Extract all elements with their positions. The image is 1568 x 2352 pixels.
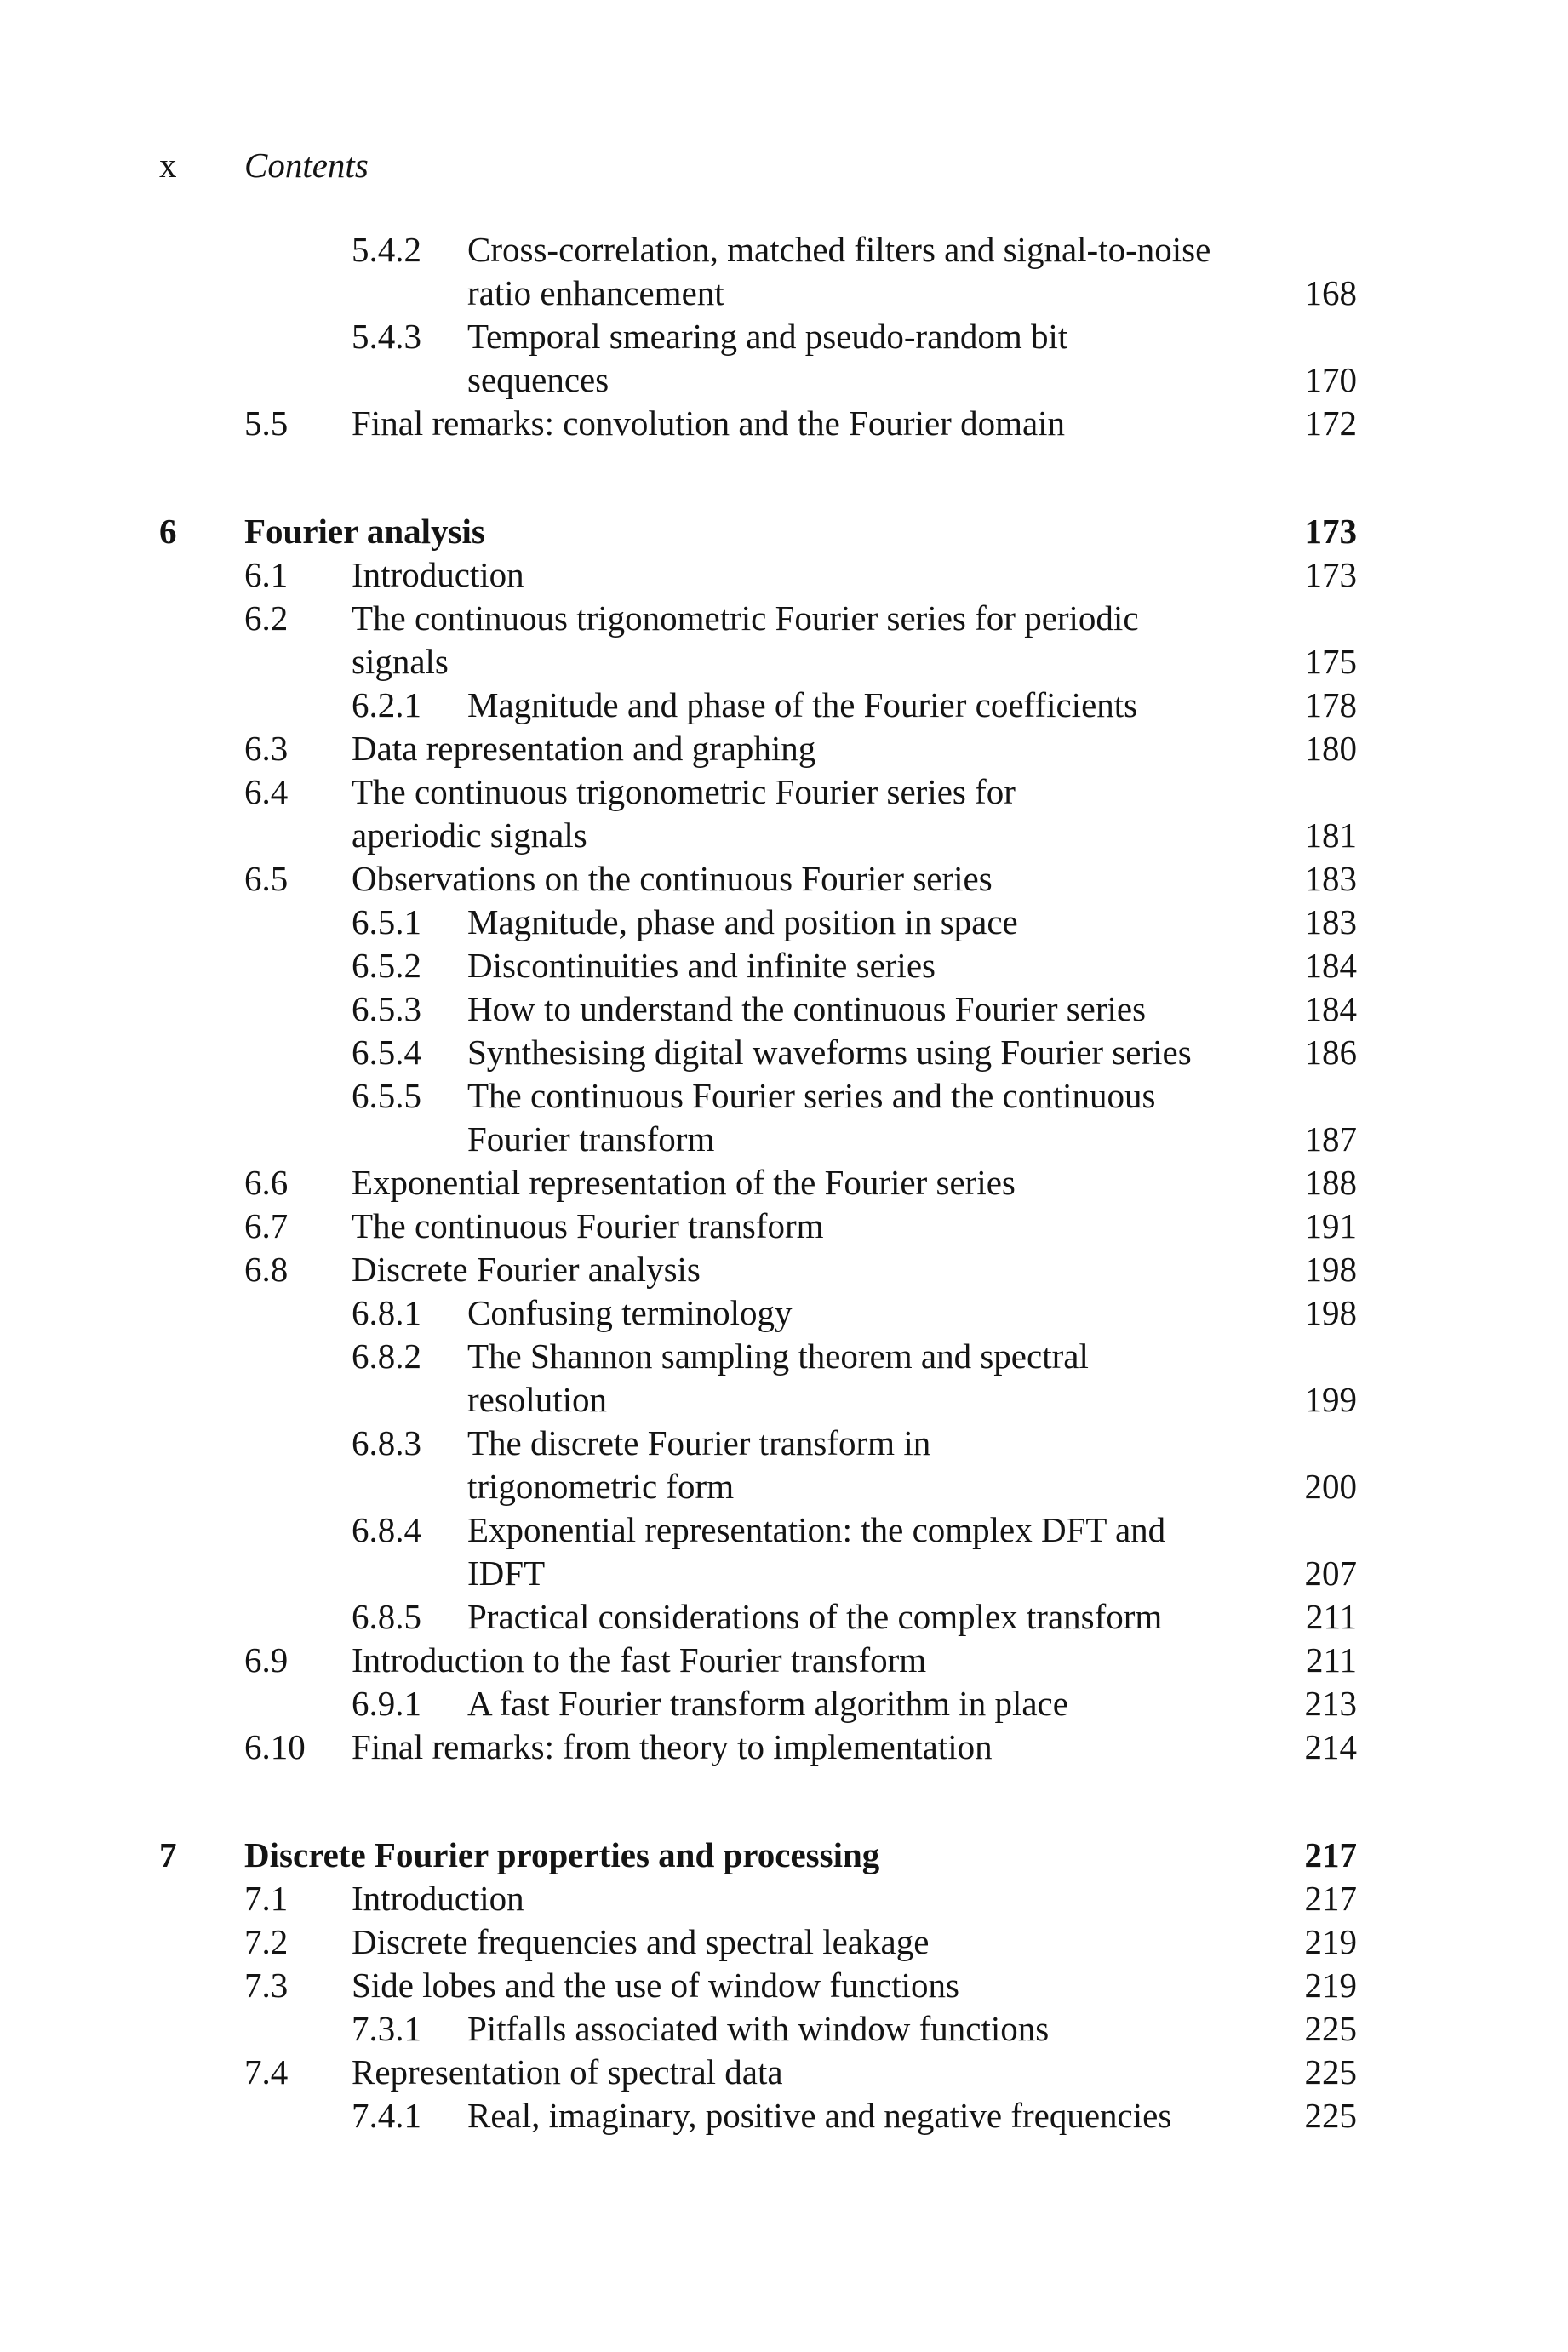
entry-number: 6.8.5 xyxy=(352,1597,421,1636)
entry-number: 6.5.4 xyxy=(352,1033,421,1072)
entry-page-number: 173 xyxy=(1304,555,1357,594)
entry-number: 7.3 xyxy=(244,1966,289,2005)
running-header xyxy=(0,144,1568,187)
entry-title: Synthesising digital waveforms using Fourier series xyxy=(467,1033,1192,1072)
toc-row xyxy=(0,2094,1568,2137)
entry-page-number: 181 xyxy=(1304,815,1357,855)
entry-page-number: 180 xyxy=(1304,729,1357,768)
entry-number: 6.5.3 xyxy=(352,989,421,1028)
entry-page-number: 173 xyxy=(1304,512,1357,551)
toc-row xyxy=(0,1378,1568,1422)
entry-page-number: 219 xyxy=(1304,1966,1357,2005)
entry-number: 5.4.3 xyxy=(352,317,421,356)
toc-row xyxy=(0,814,1568,857)
entry-number: 6.9.1 xyxy=(352,1684,421,1723)
entry-title: Data representation and graphing xyxy=(352,729,816,768)
entry-title: Exponential representation of the Fourier series xyxy=(352,1163,1016,1202)
entry-page-number: 187 xyxy=(1304,1119,1357,1159)
entry-page-number: 172 xyxy=(1304,403,1357,443)
toc-row xyxy=(0,1834,1568,1877)
toc-row xyxy=(0,1074,1568,1118)
entry-page-number: 213 xyxy=(1304,1684,1357,1723)
toc-row xyxy=(0,272,1568,315)
toc-row xyxy=(0,1118,1568,1161)
entry-page-number: 207 xyxy=(1304,1554,1357,1593)
toc-row xyxy=(0,1422,1568,1465)
entry-title: Fourier transform xyxy=(467,1119,715,1159)
entry-number: 7 xyxy=(159,1835,177,1874)
entry-title: Pitfalls associated with window functions xyxy=(467,2009,1050,2048)
toc-row xyxy=(0,727,1568,770)
entry-title: IDFT xyxy=(467,1554,546,1593)
entry-title: Magnitude and phase of the Fourier coefficients xyxy=(467,685,1138,724)
entry-page-number: 175 xyxy=(1304,642,1357,681)
entry-title: Exponential representation: the complex DFT and xyxy=(467,1510,1166,1549)
entry-title: Confusing terminology xyxy=(467,1293,793,1332)
entry-title: The continuous Fourier series and the continuous xyxy=(467,1076,1156,1115)
entry-page-number: 214 xyxy=(1304,1727,1357,1766)
entry-number: 6.10 xyxy=(244,1727,306,1766)
entry-title: Discrete frequencies and spectral leakage xyxy=(352,1922,930,1961)
entry-number: 7.3.1 xyxy=(352,2009,421,2048)
toc-row xyxy=(0,1205,1568,1248)
toc-row xyxy=(0,901,1568,944)
toc-row xyxy=(0,1465,1568,1508)
entry-title: sequences xyxy=(467,360,609,399)
toc-row xyxy=(0,358,1568,402)
entry-title: Cross-correlation, matched filters and signal-to-noise xyxy=(467,230,1211,269)
running-header-title: Contents xyxy=(244,146,369,185)
toc-row xyxy=(0,228,1568,272)
toc-row xyxy=(0,1964,1568,2007)
entry-title: Introduction xyxy=(352,555,524,594)
entry-title: ratio enhancement xyxy=(467,273,724,312)
entry-title: signals xyxy=(352,642,449,681)
entry-number: 6.6 xyxy=(244,1163,289,1202)
entry-title: aperiodic signals xyxy=(352,815,587,855)
entry-number: 6.8.1 xyxy=(352,1293,421,1332)
entry-title: The Shannon sampling theorem and spectral xyxy=(467,1336,1089,1376)
entry-page-number: 188 xyxy=(1304,1163,1357,1202)
entry-page-number: 183 xyxy=(1304,859,1357,898)
entry-number: 7.1 xyxy=(244,1879,289,1918)
entry-page-number: 211 xyxy=(1306,1597,1357,1636)
entry-page-number: 225 xyxy=(1304,2096,1357,2135)
entry-page-number: 184 xyxy=(1304,989,1357,1028)
entry-title: Observations on the continuous Fourier series xyxy=(352,859,993,898)
entry-number: 6.5.1 xyxy=(352,902,421,941)
entry-title: resolution xyxy=(467,1380,607,1419)
entry-number: 6.2.1 xyxy=(352,685,421,724)
entry-number: 6.8 xyxy=(244,1250,289,1289)
entry-title: The continuous Fourier transform xyxy=(352,1206,824,1245)
entry-page-number: 198 xyxy=(1304,1293,1357,1332)
entry-title: Practical considerations of the complex transform xyxy=(467,1597,1163,1636)
entry-page-number: 199 xyxy=(1304,1380,1357,1419)
entry-number: 6.3 xyxy=(244,729,289,768)
entry-number: 6.8.4 xyxy=(352,1510,421,1549)
entry-title: Discontinuities and infinite series xyxy=(467,946,936,985)
entry-page-number: 184 xyxy=(1304,946,1357,985)
toc-row xyxy=(0,1335,1568,1378)
entry-title: Side lobes and the use of window functions xyxy=(352,1966,959,2005)
entry-title: The continuous trigonometric Fourier series for xyxy=(352,772,1016,811)
entry-number: 6.5 xyxy=(244,859,289,898)
entry-number: 7.4 xyxy=(244,2052,289,2092)
entry-number: 6.9 xyxy=(244,1640,289,1680)
toc-row xyxy=(0,1920,1568,1964)
entry-number: 6.5.2 xyxy=(352,946,421,985)
toc-row xyxy=(0,1595,1568,1639)
toc-row xyxy=(0,857,1568,901)
entry-page-number: 191 xyxy=(1304,1206,1357,1245)
entry-number: 5.5 xyxy=(244,403,289,443)
entry-page-number: 217 xyxy=(1304,1835,1357,1874)
entry-number: 6 xyxy=(159,512,177,551)
toc-row xyxy=(0,1877,1568,1920)
entry-number: 6.5.5 xyxy=(352,1076,421,1115)
toc-row xyxy=(0,315,1568,358)
entry-page-number: 183 xyxy=(1304,902,1357,941)
entry-page-number: 170 xyxy=(1304,360,1357,399)
entry-number: 7.4.1 xyxy=(352,2096,421,2135)
entry-title: The continuous trigonometric Fourier series for periodic xyxy=(352,598,1139,638)
toc-row xyxy=(0,1161,1568,1205)
toc-row xyxy=(0,2007,1568,2051)
toc-row xyxy=(0,553,1568,597)
toc-row xyxy=(0,597,1568,640)
toc-row xyxy=(0,1682,1568,1725)
toc-row xyxy=(0,640,1568,684)
toc-row xyxy=(0,1552,1568,1595)
entry-number: 6.1 xyxy=(244,555,289,594)
toc-row xyxy=(0,770,1568,814)
toc-row xyxy=(0,1725,1568,1769)
entry-title: Real, imaginary, positive and negative frequencies xyxy=(467,2096,1172,2135)
toc-row xyxy=(0,2051,1568,2094)
entry-page-number: 225 xyxy=(1304,2052,1357,2092)
entry-number: 5.4.2 xyxy=(352,230,421,269)
toc-row xyxy=(0,987,1568,1031)
toc-row xyxy=(0,944,1568,987)
entry-page-number: 168 xyxy=(1304,273,1357,312)
toc-row xyxy=(0,402,1568,445)
entry-page-number: 200 xyxy=(1304,1467,1357,1506)
entry-title: Representation of spectral data xyxy=(352,2052,783,2092)
toc-row xyxy=(0,1031,1568,1074)
entry-page-number: 178 xyxy=(1304,685,1357,724)
entry-title: Introduction xyxy=(352,1879,524,1918)
entry-title: Magnitude, phase and position in space xyxy=(467,902,1018,941)
entry-title: The discrete Fourier transform in xyxy=(467,1423,931,1462)
entry-number: 6.2 xyxy=(244,598,289,638)
entry-number: 6.4 xyxy=(244,772,289,811)
entry-title: How to understand the continuous Fourier series xyxy=(467,989,1147,1028)
toc-row xyxy=(0,1639,1568,1682)
entry-title: Final remarks: convolution and the Fourier domain xyxy=(352,403,1066,443)
entry-number: 7.2 xyxy=(244,1922,289,1961)
entry-page-number: 225 xyxy=(1304,2009,1357,2048)
toc-row xyxy=(0,510,1568,553)
entry-page-number: 219 xyxy=(1304,1922,1357,1961)
entry-title: A fast Fourier transform algorithm in place xyxy=(467,1684,1068,1723)
entry-title: Temporal smearing and pseudo-random bit xyxy=(467,317,1068,356)
toc-row xyxy=(0,1508,1568,1552)
entry-number: 6.7 xyxy=(244,1206,289,1245)
entry-number: 6.8.3 xyxy=(352,1423,421,1462)
entry-title: trigonometric form xyxy=(467,1467,735,1506)
toc-row xyxy=(0,684,1568,727)
table-of-contents xyxy=(0,228,1568,2137)
folio-page-number: x xyxy=(159,146,177,185)
entry-title: Discrete Fourier analysis xyxy=(352,1250,701,1289)
entry-page-number: 198 xyxy=(1304,1250,1357,1289)
entry-number: 6.8.2 xyxy=(352,1336,421,1376)
toc-row xyxy=(0,1291,1568,1335)
entry-title: Discrete Fourier properties and processing xyxy=(244,1835,880,1874)
entry-page-number: 186 xyxy=(1304,1033,1357,1072)
entry-page-number: 211 xyxy=(1306,1640,1357,1680)
entry-title: Fourier analysis xyxy=(244,512,485,551)
toc-row xyxy=(0,1248,1568,1291)
entry-title: Introduction to the fast Fourier transform xyxy=(352,1640,927,1680)
entry-title: Final remarks: from theory to implementation xyxy=(352,1727,993,1766)
entry-page-number: 217 xyxy=(1304,1879,1357,1918)
